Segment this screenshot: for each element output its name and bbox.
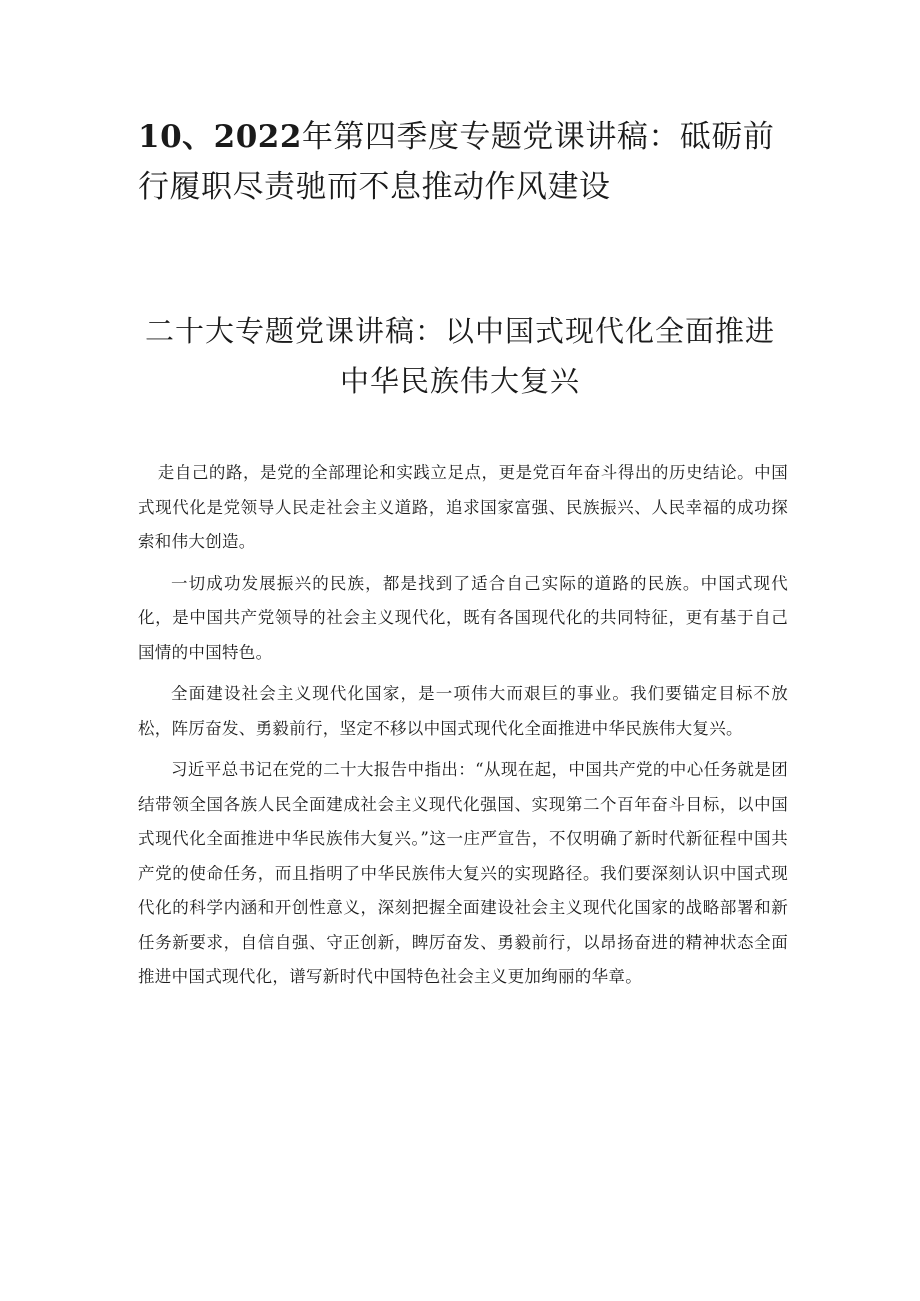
lecture-subtitle: 二十大专题党课讲稿：以中国式现代化全面推进中华民族伟大复兴 bbox=[144, 314, 775, 398]
document-title-text: 年第四季度专题党课讲稿：砥砺前行履职尽责驰而不息推动作风建设 bbox=[138, 119, 775, 205]
paragraph-3: 全面建设社会主义现代化国家，是一项伟大而艰巨的事业。我们要锚定目标不放松，阵厉奋发、勇毅前行，坚定不移以中国式现代化全面推进中华民族伟大复兴。 bbox=[138, 684, 788, 738]
document-title-number: 10、2022 bbox=[138, 119, 302, 155]
document-title bbox=[138, 112, 798, 212]
paragraph-2: 一切成功发展振兴的民族，都是找到了适合自己实际的道路的民族。中国式现代化，是中国共产党领导的社会主义现代化，既有各国现代化的共同特征，更有基于自己国情的中国特色。 bbox=[138, 573, 788, 662]
paragraph-1: 走自己的路，是党的全部理论和实践立足点，更是党百年奋斗得出的历史结论。中国式现代化是党领导人民走社会主义道路，追求国家富强、民族振兴、人民幸福的成功探索和伟大创造。 bbox=[138, 463, 788, 551]
document-body bbox=[138, 456, 788, 995]
paragraph-4: 习近平总书记在党的二十大报告中指出：“从现在起，中国共产党的中心任务就是团结带领全国各族人民全面建成社会主义现代化强国、实现第二个百年奋斗目标，以中国式现代化全面推进中华民族伟大复兴。”这一庄严宣告，不仅明确了新时代新征程中国共产党的使命任务，而且指明了中华民族伟大复兴的实现路径。我们要深刻认识中国式现代化的科学内涵和开创性意义，深刻把握全面建设社会主义现代化国家的战略部署和新任务新要求，自信自强、守正创新，睥厉奋发、勇毅前行，以昂扬奋进的精神状态全面推进中国式现代化，谱写新时代中国特色社会主义更加绚丽的华章。 bbox=[138, 760, 788, 986]
